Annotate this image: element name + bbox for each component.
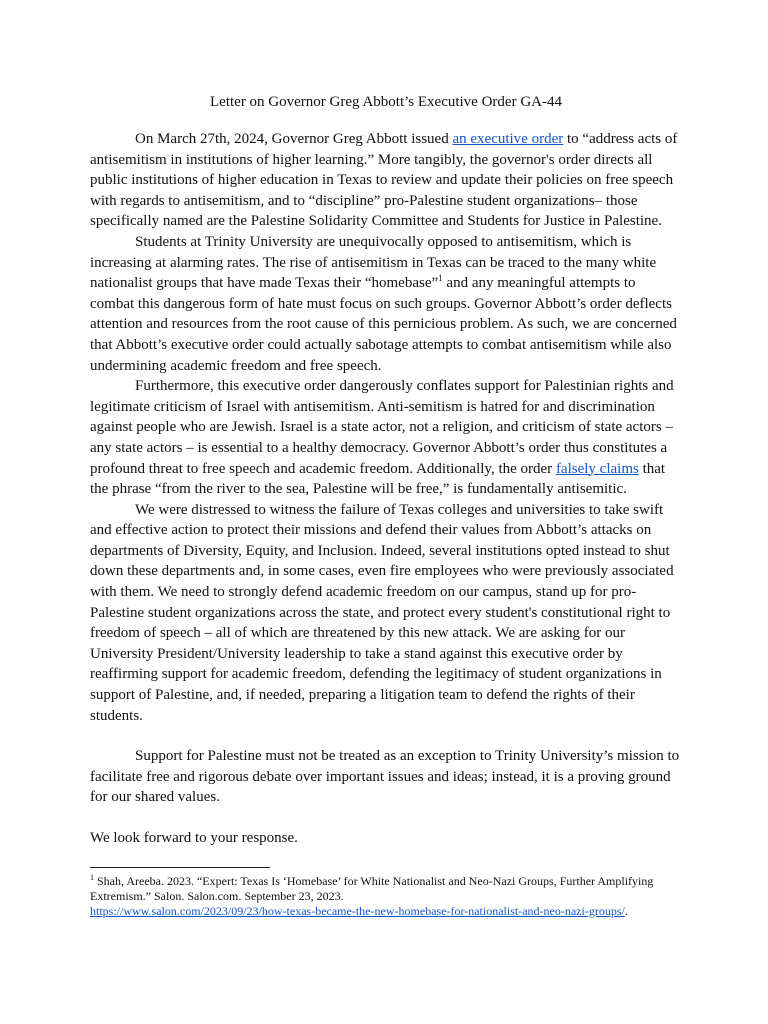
paragraph-2: Students at Trinity University are unequivocally opposed to antisemitism, which is increasing at alarming rates. The rise of antisemitism in Texas can be traced to the many white nationalist groups that have made Texas their “homebase”$^1$ and any meaningful attempts to combat this dangerous form of hate must focus on such groups. Governor Abbott’s order deflects attention and resources from the root cause of this pernicious problem. As such, we are concerned that Abbott’s executive order could actually sabotage attempts to combat antisemitism while also undermining academic freedom and free speech. bbox=[90, 233, 677, 374]
spacer bbox=[90, 808, 682, 828]
paragraph-5: Support for Palestine must not be treated as an exception to Trinity University’s mission to facilitate free and rigorous debate over important issues and ideas; instead, it is a proving ground for our shared values. bbox=[90, 748, 680, 806]
letter-title: Letter on Governor Greg Abbott’s Executive Order GA-44 bbox=[210, 94, 562, 110]
executive-order-link[interactable]: an executive order bbox=[452, 131, 564, 147]
footnote-marker: 1 bbox=[90, 872, 94, 882]
salon-article-link[interactable]: https://www.salon.com/2023/09/23/how-texas-became-the-new-homebase-for-nationalist-and-neo-nazi-groups/ bbox=[90, 903, 625, 918]
spacer bbox=[90, 726, 682, 746]
paragraph-1: On March 27th, 2024, Governor Greg Abbott issued an executive order to “address acts of antisemitism in institutions of higher learning.” More tangibly, the governor's order directs all public institutions of higher education in Texas to review and update their policies on free speech with regards to antisemitism, and to “discipline” pro-Palestine student organizations– those specifically named are the Palestine Solidarity Committee and Students for Justice in Palestine. bbox=[90, 131, 678, 230]
footnote: $^1$ Shah, Areeba. 2023. “Expert: Texas Is ‘Homebase’ for White Nationalist and Neo-Nazi Groups, Further Amplifying Extremism.” Salon. Salon.com. September 23, 2023. https://www.salon.com/2023/09/23/how-texas-became-the-new-homebase-for-nationalist-and-neo-nazi-groups/. bbox=[90, 872, 654, 918]
closing-line: We look forward to your response. bbox=[90, 830, 298, 846]
falsely-claims-link[interactable]: falsely claims bbox=[555, 460, 639, 477]
paragraph-4: We were distressed to witness the failure of Texas colleges and universities to take swift and effective action to protect their missions and defend their values from Abbott’s attacks on departments of Diversity, Equity, and Inclusion. Indeed, several institutions opted instead to shut down these departments and, in some cases, even fire employees who were previously associated with them. We need to strongly defend academic freedom on our campus, stand up for pro-Palestine student organizations across the state, and protect every student's constitutional right to freedom of speech – all of which are threatened by this new attack. We are asking for our University President/University leadership to take a stand against this executive order by reaffirming support for academic freedom, defending the legitimacy of student organizations in support of Palestine, and, if needed, preparing a litigation team to defend the rights of their students. bbox=[90, 501, 674, 724]
footnote-divider bbox=[90, 867, 270, 868]
paragraph-3: Furthermore, this executive order dangerously conflates support for Palestinian rights and legitimate criticism of Israel with antisemitism. Anti-semitism is hatred for and discrimination against people who are Jewish. Israel is a state actor, not a religion, and criticism of state actors – any state actors – is essential to a healthy democracy. Governor Abbott’s order thus constitutes a profound threat to free speech and academic freedom. Additionally, the order falsely claims that the phrase “from the river to the sea, Palestine will be free,” is fundamentally antisemitic. bbox=[90, 378, 674, 498]
footnote-reference[interactable]: 1 bbox=[438, 273, 443, 284]
